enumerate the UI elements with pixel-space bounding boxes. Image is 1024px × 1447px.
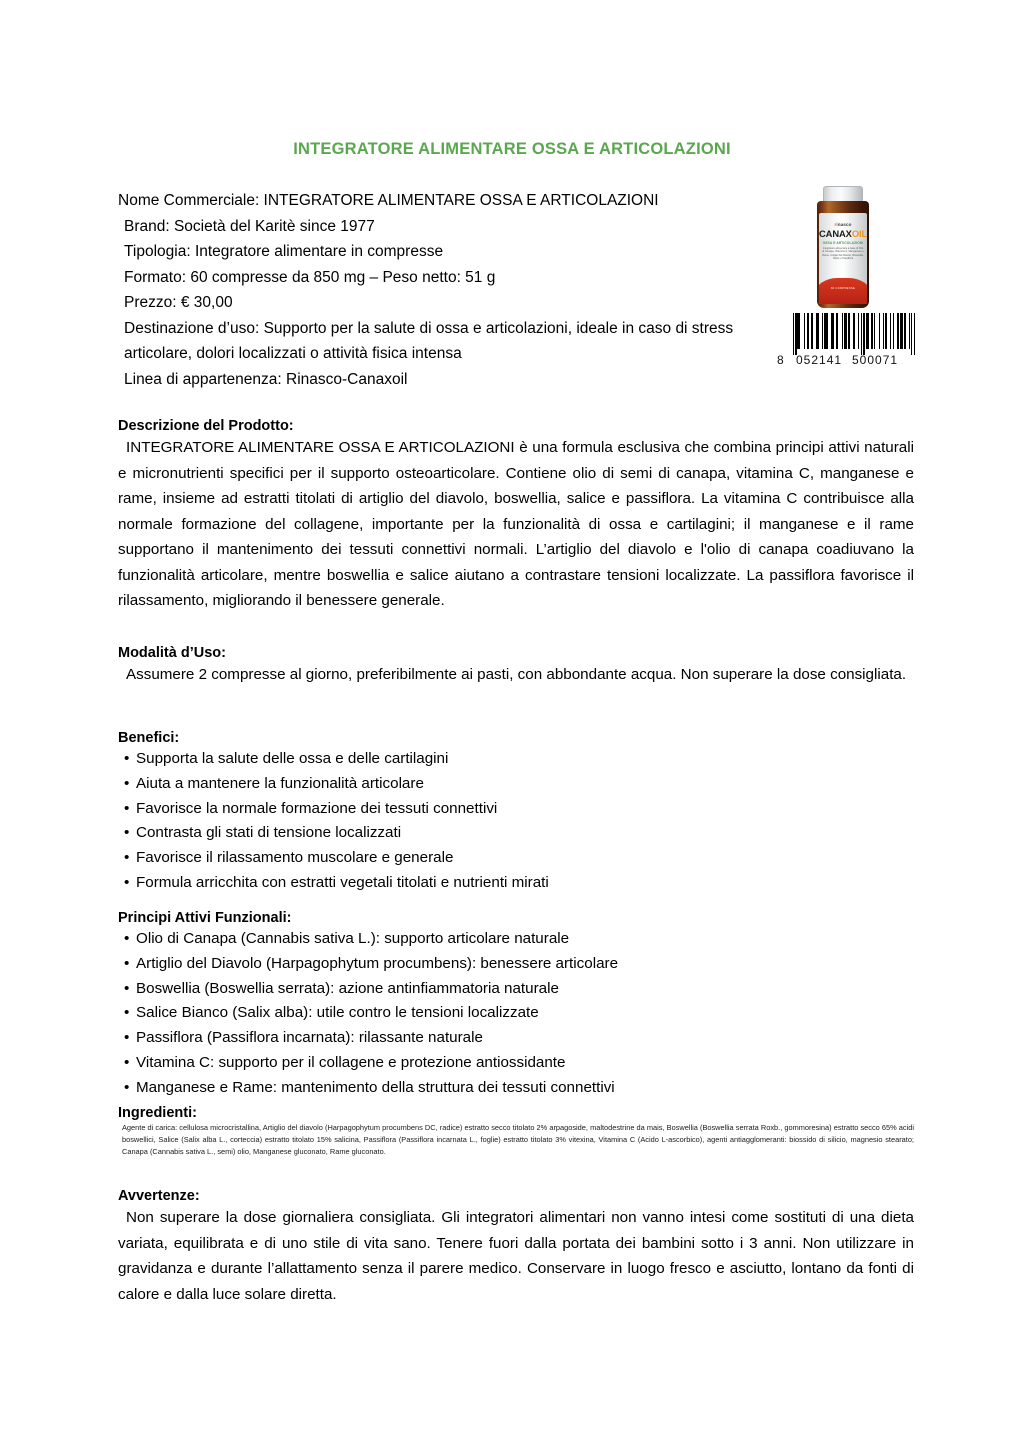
label-red-band: [819, 278, 867, 304]
meta-line-formato: Formato: 60 compresse da 850 mg – Peso netto: 51 g: [124, 268, 496, 286]
list-item-principio-attivo: • Manganese e Rame: mantenimento della struttura dei tessuti connettivi: [118, 1076, 914, 1101]
heading-modalita-uso: Modalità d’Uso:: [118, 645, 226, 661]
list-item-principio-attivo: • Salice Bianco (Salix alba): utile contro le tensioni localizzate: [118, 1001, 914, 1026]
barcode: [777, 313, 917, 373]
list-item-beneficio: • Aiuta a mantenere la funzionalità articolare: [118, 772, 914, 797]
text-modalita-uso: Assumere 2 compresse al giorno, preferibilmente ai pasti, con abbondante acqua. Non superare la dose consigliata.: [126, 666, 907, 683]
text-avvertenze: Non superare la dose giornaliera consigliata. Gli integratori alimentari non vanno intesi come sostituti di una dieta variata, equilibrata e di uno stile di vita sano. Tenere fuori dalla portata dei bambini sotto i 3 anni. Non utilizzare in gravidanza e durante l’allattamento senza il parere medico. Conservare in luogo fresco e asciutto, lontano da fonti di calore e dalla luce solare diretta.: [118, 1209, 914, 1303]
heading-ingredienti: Ingredienti:: [118, 1105, 197, 1121]
meta-line-destinazione-uso: Destinazione d’uso: Supporto per la salute di ossa e articolazioni, ideale in caso di stress articolare, dolori localizzati o attività fisica intensa: [124, 319, 738, 362]
barcode-left-group: 052141: [796, 353, 843, 367]
label-brand-suffix: nasco: [837, 222, 852, 227]
meta-line-nome-commerciale: Nome Commerciale: INTEGRATORE ALIMENTARE OSSA E ARTICOLAZIONI: [118, 192, 659, 209]
section-descrizione: [118, 418, 914, 614]
section-benefici: [118, 730, 914, 896]
label-subtitle: OSSA E ARTICOLAZIONI: [822, 240, 864, 245]
label-tablet-count: 60 COMPRESSE: [830, 286, 856, 290]
text-ingredienti: Agente di carica: cellulosa microcristallina, Artiglio del diavolo (Harpagophytum procumbens DC, radice) estratto secco titolato 2% arpagoside, maltodestrine da mais, Boswellia (Boswellia serrata Roxb., gommoresina) estratto secco 65% acidi boswellici, Salice (Salix alba L., corteccia) estratto titolato 15% salicina, Passiflora (Passiflora incarnata L., foglie) estratto titolato 3% vitexina, Vitamina C (Acido L-ascorbico), agenti antiagglomeranti: biossido di silicio, magnesio stearato; Canapa (Cannabis sativa L., semi) olio, Manganese gluconato, Rame gluconato.: [122, 1123, 914, 1156]
label-name-main: CANAX: [819, 228, 852, 239]
heading-avvertenze: Avvertenze:: [118, 1188, 200, 1204]
section-ingredienti: [118, 1105, 914, 1157]
list-item-principio-attivo: • Vitamina C: supporto per il collagene e protezione antiossidante: [118, 1051, 914, 1076]
section-avvertenze: [118, 1188, 914, 1307]
label-name-accent: OIL: [851, 228, 867, 239]
list-item-principio-attivo: • Artiglio del Diavolo (Harpagophytum procumbens): benessere articolare: [118, 952, 914, 977]
list-item-principio-attivo: • Olio di Canapa (Cannabis sativa L.): supporto articolare naturale: [118, 927, 914, 952]
meta-line-prezzo: Prezzo: € 30,00: [124, 294, 233, 311]
list-item-beneficio: • Supporta la salute delle ossa e delle cartilagini: [118, 747, 914, 772]
list-item-principio-attivo: • Boswellia (Boswellia serrata): azione antinfiammatoria naturale: [118, 977, 914, 1002]
barcode-first-digit: 8: [777, 353, 785, 367]
heading-principi-attivi: Principi Attivi Funzionali:: [118, 910, 292, 926]
product-metadata-block: [118, 188, 778, 392]
list-item-beneficio: • Contrasta gli stati di tensione localizzati: [118, 821, 914, 846]
list-principi-attivi: [118, 927, 914, 1101]
meta-line-tipologia: Tipologia: Integratore alimentare in compresse: [124, 243, 444, 260]
list-benefici: [118, 747, 914, 896]
barcode-bars: [793, 313, 915, 355]
list-item-principio-attivo: • Passiflora (Passiflora incarnata): rilassante naturale: [118, 1026, 914, 1051]
label-description: Integratore alimentare a base di Olio di Canapa, Vitamina C, Manganese e Rame, Artiglio del Diavolo, Boswellia, Salice e Passiflora: [822, 246, 864, 261]
list-item-beneficio: • Favorisce il rilassamento muscolare e generale: [118, 846, 914, 871]
meta-line-brand: Brand: Società del Karitè since 1977: [124, 217, 375, 235]
list-item-beneficio: • Favorisce la normale formazione dei tessuti connettivi: [118, 797, 914, 822]
bottle-body: [817, 201, 869, 308]
heading-descrizione: Descrizione del Prodotto:: [118, 418, 294, 434]
label-product-name: [819, 228, 867, 239]
text-descrizione: INTEGRATORE ALIMENTARE OSSA E ARTICOLAZIONI è una formula esclusiva che combina principi attivi naturali e micronutrienti specifici per il supporto osteoarticolare. Contiene olio di semi di canapa, vitamina C, manganese e rame, insieme ad estratti titolati di artiglio del diavolo, boswellia, salice e passiflora. La vitamina C contribuisce alla normale formazione del collagene, importante per la funzionalità di ossa e cartilagini; il manganese e il rame supportano il mantenimento dei tessuti connettivi normali. L’artiglio del diavolo e l'olio di canapa coadiuvano la funzionalità articolare, mentre boswellia e salice aiutano a contrastare tensioni localizzate. La passiflora favorisce il rilassamento, migliorando il benessere generale.: [118, 439, 914, 609]
bottle-graphic: [817, 186, 869, 308]
page-title: INTEGRATORE ALIMENTARE OSSA E ARTICOLAZIONI: [293, 140, 731, 158]
bottle-label: [819, 213, 867, 304]
barcode-right-group: 500071: [852, 353, 899, 367]
list-item-beneficio: • Formula arricchita con estratti vegetali titolati e nutrienti mirati: [118, 871, 914, 896]
meta-line-linea-appartenenza: Linea di appartenenza: Rinasco-Canaxoil: [124, 370, 408, 388]
label-brand-text: [819, 222, 867, 227]
label-brand-prefix: ri: [834, 222, 838, 227]
section-principi-attivi: [118, 910, 914, 1101]
heading-benefici: Benefici:: [118, 730, 180, 746]
section-modalita-uso: [118, 645, 914, 688]
product-bottle-image: [806, 183, 880, 310]
